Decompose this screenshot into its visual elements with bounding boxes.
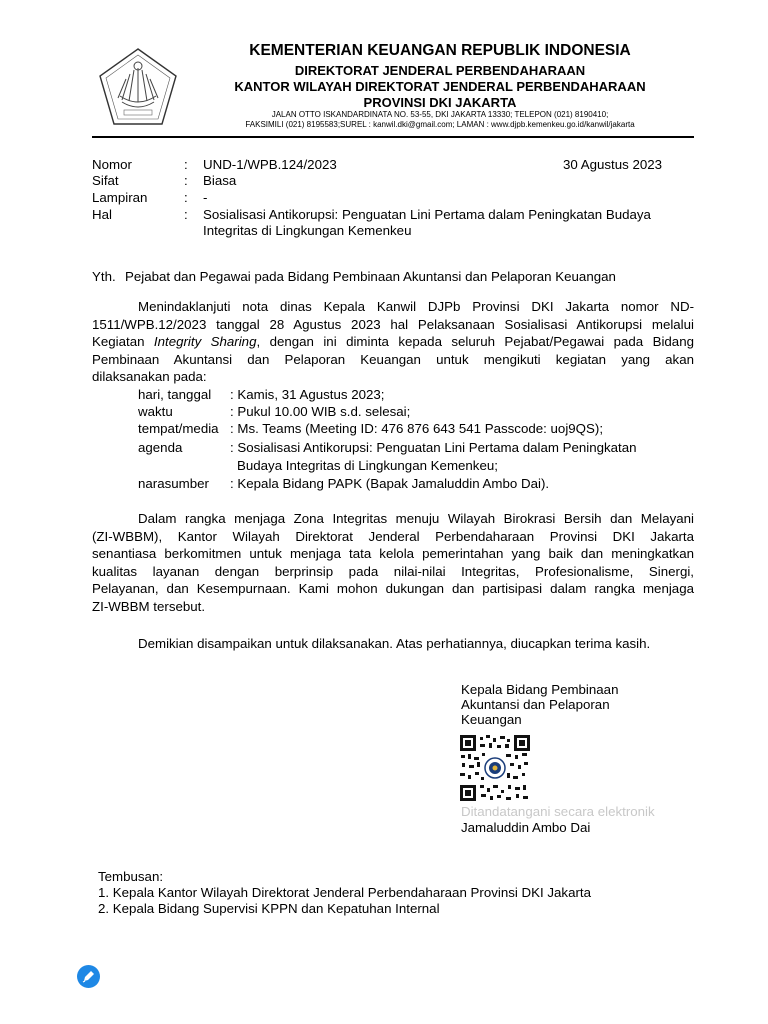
letter-nature: Biasa (203, 173, 237, 188)
cc-item: 1. Kepala Kantor Wilayah Direktorat Jenderal Perbendaharaan Provinsi DKI Jakarta (98, 885, 591, 900)
separator: : (184, 157, 188, 172)
addressee-prefix: Yth. (92, 269, 116, 284)
letter-date: 30 Agustus 2023 (563, 157, 663, 172)
body-line: Menindaklanjuti nota dinas Kepala Kanwil DJPb Provinsi DKI Jakarta nomor ND- (138, 299, 694, 314)
e-signature-note: Ditandatangani secara elektronik (461, 804, 655, 819)
body-text: Kegiatan (92, 334, 145, 349)
cc-item: 2. Kepala Bidang Supervisi KPPN dan Kepatuhan Internal (98, 901, 440, 916)
schedule-label: waktu (138, 404, 173, 419)
body-line: (ZI-WBBM), Kantor Wilayah Direktorat Jenderal Perbendaharaan Provinsi DKI Jakarta (92, 528, 694, 544)
header-divider (92, 136, 694, 138)
schedule-value: : Ms. Teams (Meeting ID: 476 876 643 541 Passcode: uoj9QS); (230, 421, 604, 436)
province-name: PROVINSI DKI JAKARTA (363, 95, 517, 110)
body-paragraph-1 (92, 298, 694, 386)
directorate-name: DIREKTORAT JENDERAL PERBENDAHARAAN (294, 63, 586, 78)
schedule-label: narasumber (138, 476, 209, 491)
qr-code-icon (460, 735, 530, 801)
schedule-label: tempat/media (138, 421, 219, 436)
schedule-label: agenda (138, 440, 183, 455)
closing-sentence: Demikian disampaikan untuk dilaksanakan. Atas perhatiannya, diucapkan terima kasih. (138, 636, 651, 651)
separator: : (184, 207, 188, 222)
signatory-title: Kepala Bidang Pembinaan (461, 682, 619, 697)
letter-subject-line-1: Sosialisasi Antikorupsi: Penguatan Lini Pertama dalam Peningkatan Budaya (203, 207, 651, 222)
letter-attachment: - (203, 190, 208, 205)
integrity-sharing-text: Integrity Sharing (153, 334, 257, 349)
signatory-title: Akuntansi dan Pelaporan (461, 697, 610, 712)
body-text: , dengan ini diminta kepada seluruh Pejabat/Pegawai pada Bidang (256, 334, 694, 349)
letter-subject-line-2: Integritas di Lingkungan Kemenkeu (203, 223, 412, 238)
body-line: dilaksanakan pada: (92, 369, 207, 384)
label-hal: Hal (92, 207, 112, 222)
address-line-2: FAKSIMILI (021) 8195583;SUREL : kanwil.dki@gmail.com; LAMAN : www.djpb.kemenkeu.go.id/kanwil/jakarta (245, 120, 635, 129)
letter-number: UND-1/WPB.124/2023 (203, 157, 337, 172)
schedule-value-continued: Budaya Integritas di Lingkungan Kemenkeu; (237, 458, 498, 473)
body-line: ZI-WBBM tersebut. (92, 598, 206, 614)
addressee: Pejabat dan Pegawai pada Bidang Pembinaan Akuntansi dan Pelaporan Keuangan (125, 269, 616, 284)
schedule-value: : Kamis, 31 Agustus 2023; (230, 387, 385, 402)
schedule-value: : Pukul 10.00 WIB s.d. selesai; (230, 404, 411, 419)
label-lampiran: Lampiran (92, 190, 148, 205)
floating-pen-button[interactable] (77, 965, 100, 988)
address-line-1: JALAN OTTO ISKANDARDINATA NO. 53-55, DKI JAKARTA 13330; TELEPON (021) 8190410; (271, 110, 609, 119)
kemenkeu-logo (96, 46, 180, 128)
schedule-value: : Kepala Bidang PAPK (Bapak Jamaluddin Ambo Dai). (230, 476, 550, 491)
schedule-value: : Sosialisasi Antikorupsi: Penguatan Lini Pertama dalam Peningkatan (230, 440, 637, 455)
body-paragraph-2 (92, 510, 694, 615)
signatory-name: Jamaluddin Ambo Dai (461, 820, 591, 835)
body-line: 1511/WPB.12/2023 tanggal 28 Agustus 2023 hal Pelaksanaan Sosialisasi Antikorupsi melalui (92, 316, 694, 332)
label-nomor: Nomor (92, 157, 132, 172)
signatory-title: Keuangan (461, 712, 522, 727)
regional-office-name: KANTOR WILAYAH DIREKTORAT JENDERAL PERBENDAHARAAN (234, 79, 646, 94)
separator: : (184, 173, 188, 188)
pen-icon (77, 965, 100, 988)
body-line (92, 333, 694, 351)
separator: : (184, 190, 188, 205)
cc-heading: Tembusan: (98, 869, 164, 884)
body-line: Pembinaan Akuntansi dan Pelaporan Keuangan untuk mengikuti kegiatan yang akan (92, 351, 694, 367)
body-line: kualitas layanan dengan berprinsip pada nilai-nilai Integritas, Profesionalisme, Sinergi, (92, 563, 694, 579)
body-line: Pelayanan, dan Kesempurnaan. Kami mohon dukungan dan partisipasi dalam rangka menjaga (92, 581, 694, 596)
body-line: Dalam rangka menjaga Zona Integritas menuju Wilayah Birokrasi Bersih dan Melayani (138, 511, 694, 526)
body-line: senantiasa berkomitmen untuk menjaga tata kelola pemerintahan yang baik dan meningkatkan (92, 546, 694, 561)
ministry-name: KEMENTERIAN KEUANGAN REPUBLIK INDONESIA (249, 42, 631, 59)
schedule-label: hari, tanggal (138, 387, 212, 402)
label-sifat: Sifat (92, 173, 119, 188)
